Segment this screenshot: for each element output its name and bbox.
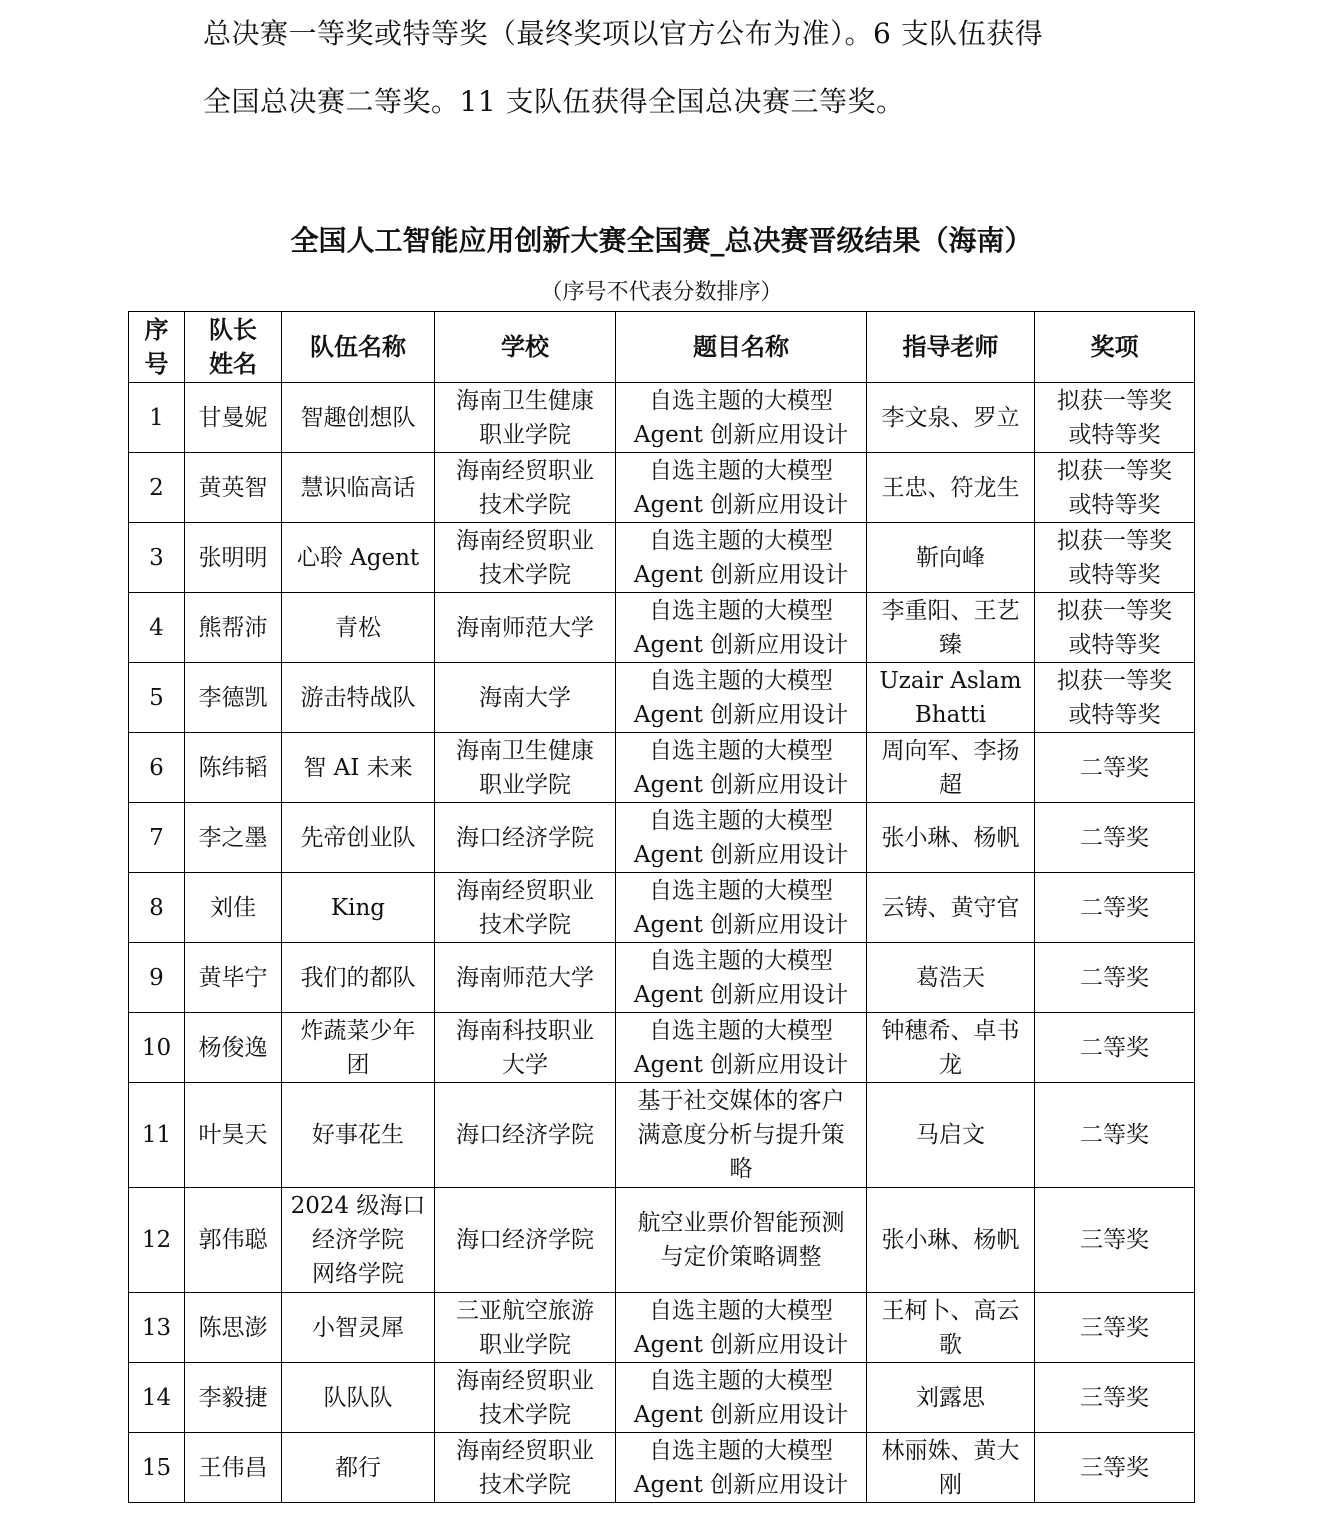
cell-advisor: 云铸、黄守官 [867, 873, 1035, 943]
table-header-row [129, 312, 1195, 383]
cell-advisor: 王忠、符龙生 [867, 453, 1035, 523]
cell-leader: 甘曼妮 [185, 383, 282, 453]
cell-no: 9 [129, 943, 185, 1013]
cell-school: 海南经贸职业 技术学院 [435, 1433, 616, 1503]
cell-award: 拟获一等奖 或特等奖 [1035, 453, 1195, 523]
cell-team: 青松 [282, 593, 435, 663]
cell-no: 15 [129, 1433, 185, 1503]
cell-advisor: 张小琳、杨帆 [867, 1188, 1035, 1293]
table-row [129, 803, 1195, 873]
cell-topic: 自选主题的大模型 Agent 创新应用设计 [616, 733, 867, 803]
cell-team: 我们的都队 [282, 943, 435, 1013]
cell-award: 三等奖 [1035, 1188, 1195, 1293]
cell-leader: 叶昊天 [185, 1083, 282, 1188]
cell-award: 拟获一等奖 或特等奖 [1035, 523, 1195, 593]
cell-team: 慧识临高话 [282, 453, 435, 523]
cell-topic: 自选主题的大模型 Agent 创新应用设计 [616, 1293, 867, 1363]
header-award: 奖项 [1035, 312, 1195, 383]
results-table [128, 311, 1195, 1503]
table-row [129, 1433, 1195, 1503]
header-no: 序 号 [129, 312, 185, 383]
table-row [129, 1083, 1195, 1188]
intro-line-2: 全国总决赛二等奖。11 支队伍获得全国总决赛三等奖。 [203, 85, 905, 118]
cell-team: 智 AI 未来 [282, 733, 435, 803]
cell-topic: 自选主题的大模型 Agent 创新应用设计 [616, 943, 867, 1013]
cell-team: King [282, 873, 435, 943]
header-leader: 队长 姓名 [185, 312, 282, 383]
table-row [129, 733, 1195, 803]
cell-award: 拟获一等奖 或特等奖 [1035, 593, 1195, 663]
cell-no: 5 [129, 663, 185, 733]
cell-award: 二等奖 [1035, 873, 1195, 943]
cell-school: 海南科技职业 大学 [435, 1013, 616, 1083]
cell-topic: 自选主题的大模型 Agent 创新应用设计 [616, 593, 867, 663]
cell-school: 海南大学 [435, 663, 616, 733]
cell-leader: 杨俊逸 [185, 1013, 282, 1083]
cell-school: 海南经贸职业 技术学院 [435, 523, 616, 593]
cell-topic: 自选主题的大模型 Agent 创新应用设计 [616, 803, 867, 873]
cell-topic: 自选主题的大模型 Agent 创新应用设计 [616, 1363, 867, 1433]
cell-award: 三等奖 [1035, 1363, 1195, 1433]
table-row [129, 1293, 1195, 1363]
cell-advisor: 林丽姝、黄大 刚 [867, 1433, 1035, 1503]
cell-school: 海南卫生健康 职业学院 [435, 733, 616, 803]
header-topic: 题目名称 [616, 312, 867, 383]
cell-school: 海南经贸职业 技术学院 [435, 453, 616, 523]
cell-award: 三等奖 [1035, 1293, 1195, 1363]
document-subtitle: （序号不代表分数排序） [540, 280, 783, 305]
cell-advisor: 靳向峰 [867, 523, 1035, 593]
intro-line-1: 总决赛一等奖或特等奖（最终奖项以官方公布为准）。6 支队伍获得 [203, 17, 1044, 50]
cell-advisor: 马启文 [867, 1083, 1035, 1188]
cell-topic: 自选主题的大模型 Agent 创新应用设计 [616, 1433, 867, 1503]
table-row [129, 453, 1195, 523]
cell-award: 二等奖 [1035, 733, 1195, 803]
cell-leader: 黄毕宁 [185, 943, 282, 1013]
cell-team: 游击特战队 [282, 663, 435, 733]
cell-no: 2 [129, 453, 185, 523]
cell-team: 小智灵犀 [282, 1293, 435, 1363]
cell-topic: 自选主题的大模型 Agent 创新应用设计 [616, 523, 867, 593]
cell-school: 海南经贸职业 技术学院 [435, 873, 616, 943]
document-title: 全国人工智能应用创新大赛全国赛_总决赛晋级结果（海南） [290, 224, 1033, 257]
cell-advisor: 钟穗希、卓书 龙 [867, 1013, 1035, 1083]
cell-leader: 陈思澎 [185, 1293, 282, 1363]
cell-advisor: 葛浩天 [867, 943, 1035, 1013]
cell-no: 1 [129, 383, 185, 453]
cell-advisor: 李重阳、王艺 臻 [867, 593, 1035, 663]
cell-team: 炸蔬菜少年 团 [282, 1013, 435, 1083]
cell-school: 三亚航空旅游 职业学院 [435, 1293, 616, 1363]
cell-no: 12 [129, 1188, 185, 1293]
table-row [129, 943, 1195, 1013]
table-row [129, 1188, 1195, 1293]
cell-leader: 郭伟聪 [185, 1188, 282, 1293]
cell-no: 6 [129, 733, 185, 803]
cell-leader: 李德凯 [185, 663, 282, 733]
cell-advisor: 周向军、李扬 超 [867, 733, 1035, 803]
cell-leader: 张明明 [185, 523, 282, 593]
cell-award: 二等奖 [1035, 1083, 1195, 1188]
cell-school: 海口经济学院 [435, 803, 616, 873]
cell-advisor: 王柯卜、高云 歌 [867, 1293, 1035, 1363]
cell-advisor: 刘露思 [867, 1363, 1035, 1433]
cell-leader: 李之墨 [185, 803, 282, 873]
cell-topic: 自选主题的大模型 Agent 创新应用设计 [616, 453, 867, 523]
cell-no: 7 [129, 803, 185, 873]
cell-topic: 自选主题的大模型 Agent 创新应用设计 [616, 873, 867, 943]
cell-leader: 陈纬韬 [185, 733, 282, 803]
cell-no: 10 [129, 1013, 185, 1083]
table-row [129, 873, 1195, 943]
header-advisor: 指导老师 [867, 312, 1035, 383]
header-team: 队伍名称 [282, 312, 435, 383]
cell-topic: 航空业票价智能预测 与定价策略调整 [616, 1188, 867, 1293]
cell-team: 先帝创业队 [282, 803, 435, 873]
cell-team: 好事花生 [282, 1083, 435, 1188]
cell-school: 海南卫生健康 职业学院 [435, 383, 616, 453]
cell-leader: 黄英智 [185, 453, 282, 523]
table-row [129, 523, 1195, 593]
cell-topic: 自选主题的大模型 Agent 创新应用设计 [616, 663, 867, 733]
cell-award: 拟获一等奖 或特等奖 [1035, 383, 1195, 453]
cell-team: 队队队 [282, 1363, 435, 1433]
cell-topic: 自选主题的大模型 Agent 创新应用设计 [616, 383, 867, 453]
table-row [129, 1363, 1195, 1433]
cell-leader: 王伟昌 [185, 1433, 282, 1503]
cell-school: 海口经济学院 [435, 1083, 616, 1188]
cell-award: 二等奖 [1035, 943, 1195, 1013]
table-row [129, 593, 1195, 663]
cell-award: 三等奖 [1035, 1433, 1195, 1503]
cell-school: 海南经贸职业 技术学院 [435, 1363, 616, 1433]
cell-no: 13 [129, 1293, 185, 1363]
cell-topic: 自选主题的大模型 Agent 创新应用设计 [616, 1013, 867, 1083]
cell-no: 14 [129, 1363, 185, 1433]
cell-advisor: 张小琳、杨帆 [867, 803, 1035, 873]
cell-topic: 基于社交媒体的客户 满意度分析与提升策 略 [616, 1083, 867, 1188]
cell-team: 智趣创想队 [282, 383, 435, 453]
cell-no: 11 [129, 1083, 185, 1188]
cell-award: 拟获一等奖 或特等奖 [1035, 663, 1195, 733]
cell-leader: 李毅捷 [185, 1363, 282, 1433]
cell-no: 4 [129, 593, 185, 663]
cell-school: 海南师范大学 [435, 593, 616, 663]
cell-leader: 刘佳 [185, 873, 282, 943]
cell-award: 二等奖 [1035, 1013, 1195, 1083]
cell-advisor: 李文泉、罗立 [867, 383, 1035, 453]
cell-school: 海口经济学院 [435, 1188, 616, 1293]
table-row [129, 383, 1195, 453]
cell-team: 2024 级海口 经济学院 网络学院 [282, 1188, 435, 1293]
cell-team: 都行 [282, 1433, 435, 1503]
table-row [129, 663, 1195, 733]
cell-advisor: Uzair Aslam Bhatti [867, 663, 1035, 733]
cell-no: 3 [129, 523, 185, 593]
header-school: 学校 [435, 312, 616, 383]
cell-leader: 熊帮沛 [185, 593, 282, 663]
cell-no: 8 [129, 873, 185, 943]
table-row [129, 1013, 1195, 1083]
cell-team: 心聆 Agent [282, 523, 435, 593]
cell-school: 海南师范大学 [435, 943, 616, 1013]
cell-award: 二等奖 [1035, 803, 1195, 873]
